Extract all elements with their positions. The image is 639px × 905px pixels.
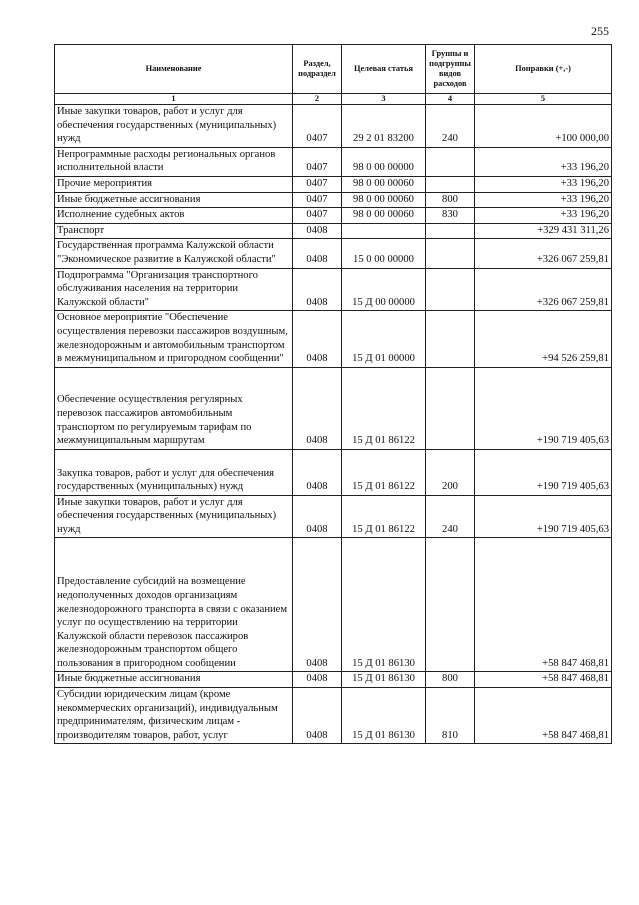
row-name: Подпрограмма "Организация транспортного обслуживания населения на территории Калужской области"	[55, 268, 293, 311]
column-number: 3	[342, 94, 426, 105]
table-row	[55, 239, 612, 268]
row-expense-group	[426, 367, 475, 449]
budget-amendments-table	[54, 44, 612, 744]
row-amount: +190 719 405,63	[475, 495, 612, 538]
column-number: 1	[55, 94, 293, 105]
row-expense-group	[426, 311, 475, 367]
row-section: 0408	[293, 367, 342, 449]
row-name: Государственная программа Калужской области "Экономическое развитие в Калужской области"	[55, 239, 293, 268]
row-target-article: 15 Д 01 00000	[342, 311, 426, 367]
row-target-article: 15 Д 01 86122	[342, 367, 426, 449]
row-amount: +58 847 468,81	[475, 538, 612, 672]
row-target-article: 98 0 00 00060	[342, 192, 426, 208]
row-target-article: 98 0 00 00060	[342, 208, 426, 224]
table-row	[55, 688, 612, 744]
row-expense-group: 200	[426, 449, 475, 495]
row-name: Предоставление субсидий на возмещение недополученных доходов организациям железнодорожного транспорта в связи с оказанием услуг по осуществлению на территории Калужской области перевозок пассажиров железнодорожным транспортом общего пользования в пригородном сообщении	[55, 538, 293, 672]
table-row	[55, 367, 612, 449]
row-expense-group: 810	[426, 688, 475, 744]
row-target-article: 15 Д 01 86122	[342, 495, 426, 538]
column-numbering-row	[55, 94, 612, 105]
row-section: 0408	[293, 672, 342, 688]
row-expense-group	[426, 147, 475, 176]
header-amendment: Поправки (+,-)	[475, 45, 612, 94]
header-section: Раздел, подраздел	[293, 45, 342, 94]
row-name: Субсидии юридическим лицам (кроме некоммерческих организаций), индивидуальным предпринимателям, физическим лицам - производителям товаров, работ, услуг	[55, 688, 293, 744]
row-name: Закупка товаров, работ и услуг для обеспечения государственных (муниципальных) нужд	[55, 449, 293, 495]
table-row	[55, 495, 612, 538]
page-number: 255	[591, 24, 609, 38]
row-expense-group	[426, 538, 475, 672]
row-amount: +94 526 259,81	[475, 311, 612, 367]
row-section: 0408	[293, 495, 342, 538]
column-number: 2	[293, 94, 342, 105]
row-name: Иные бюджетные ассигнования	[55, 192, 293, 208]
row-amount: +58 847 468,81	[475, 672, 612, 688]
row-section: 0407	[293, 192, 342, 208]
row-name: Иные закупки товаров, работ и услуг для обеспечения государственных (муниципальных) нужд	[55, 495, 293, 538]
table-row	[55, 311, 612, 367]
row-target-article: 15 Д 01 86122	[342, 449, 426, 495]
row-section: 0408	[293, 239, 342, 268]
row-target-article: 15 Д 01 86130	[342, 538, 426, 672]
row-section: 0408	[293, 449, 342, 495]
row-section: 0408	[293, 538, 342, 672]
row-expense-group	[426, 176, 475, 192]
row-expense-group: 240	[426, 495, 475, 538]
row-expense-group: 240	[426, 105, 475, 148]
row-name: Исполнение судебных актов	[55, 208, 293, 224]
table-header-row	[55, 45, 612, 94]
row-amount: +326 067 259,81	[475, 268, 612, 311]
row-name: Основное мероприятие "Обеспечение осуществления перевозки пассажиров воздушным, железнодорожным и автомобильным транспортом в межмуниципальном и пригородном сообщении"	[55, 311, 293, 367]
table-row	[55, 105, 612, 148]
table-row	[55, 176, 612, 192]
table-row	[55, 147, 612, 176]
header-expense-group: Группы и подгруппы видов расходов	[426, 45, 475, 94]
row-amount: +100 000,00	[475, 105, 612, 148]
row-target-article	[342, 223, 426, 239]
row-expense-group: 830	[426, 208, 475, 224]
row-amount: +190 719 405,63	[475, 367, 612, 449]
table-row	[55, 208, 612, 224]
column-number: 5	[475, 94, 612, 105]
row-name: Прочие мероприятия	[55, 176, 293, 192]
row-name: Транспорт	[55, 223, 293, 239]
row-section: 0408	[293, 268, 342, 311]
row-target-article: 29 2 01 83200	[342, 105, 426, 148]
row-section: 0407	[293, 105, 342, 148]
table-row	[55, 192, 612, 208]
row-expense-group	[426, 268, 475, 311]
row-section: 0408	[293, 223, 342, 239]
row-section: 0408	[293, 688, 342, 744]
row-target-article: 15 Д 01 86130	[342, 688, 426, 744]
row-target-article: 15 Д 00 00000	[342, 268, 426, 311]
table-row	[55, 672, 612, 688]
row-expense-group: 800	[426, 192, 475, 208]
row-amount: +58 847 468,81	[475, 688, 612, 744]
row-section: 0407	[293, 208, 342, 224]
row-name: Обеспечение осуществления регулярных перевозок пассажиров автомобильным транспортом по регулируемым тарифам по межмуниципальным маршрутам	[55, 367, 293, 449]
column-number: 4	[426, 94, 475, 105]
row-expense-group: 800	[426, 672, 475, 688]
header-target-article: Целевая статья	[342, 45, 426, 94]
table-row	[55, 268, 612, 311]
table-row	[55, 538, 612, 672]
row-name: Непрограммные расходы региональных органов исполнительной власти	[55, 147, 293, 176]
table-row	[55, 223, 612, 239]
row-amount: +329 431 311,26	[475, 223, 612, 239]
row-target-article: 98 0 00 00000	[342, 147, 426, 176]
row-section: 0407	[293, 147, 342, 176]
row-amount: +33 196,20	[475, 176, 612, 192]
row-section: 0408	[293, 311, 342, 367]
row-name: Иные закупки товаров, работ и услуг для обеспечения государственных (муниципальных) нужд	[55, 105, 293, 148]
row-expense-group	[426, 239, 475, 268]
header-name: Наименование	[55, 45, 293, 94]
row-name: Иные бюджетные ассигнования	[55, 672, 293, 688]
table-row	[55, 449, 612, 495]
row-amount: +33 196,20	[475, 147, 612, 176]
row-amount: +33 196,20	[475, 192, 612, 208]
row-target-article: 15 0 00 00000	[342, 239, 426, 268]
row-amount: +33 196,20	[475, 208, 612, 224]
row-target-article: 98 0 00 00060	[342, 176, 426, 192]
row-section: 0407	[293, 176, 342, 192]
row-amount: +190 719 405,63	[475, 449, 612, 495]
row-target-article: 15 Д 01 86130	[342, 672, 426, 688]
row-expense-group	[426, 223, 475, 239]
row-amount: +326 067 259,81	[475, 239, 612, 268]
